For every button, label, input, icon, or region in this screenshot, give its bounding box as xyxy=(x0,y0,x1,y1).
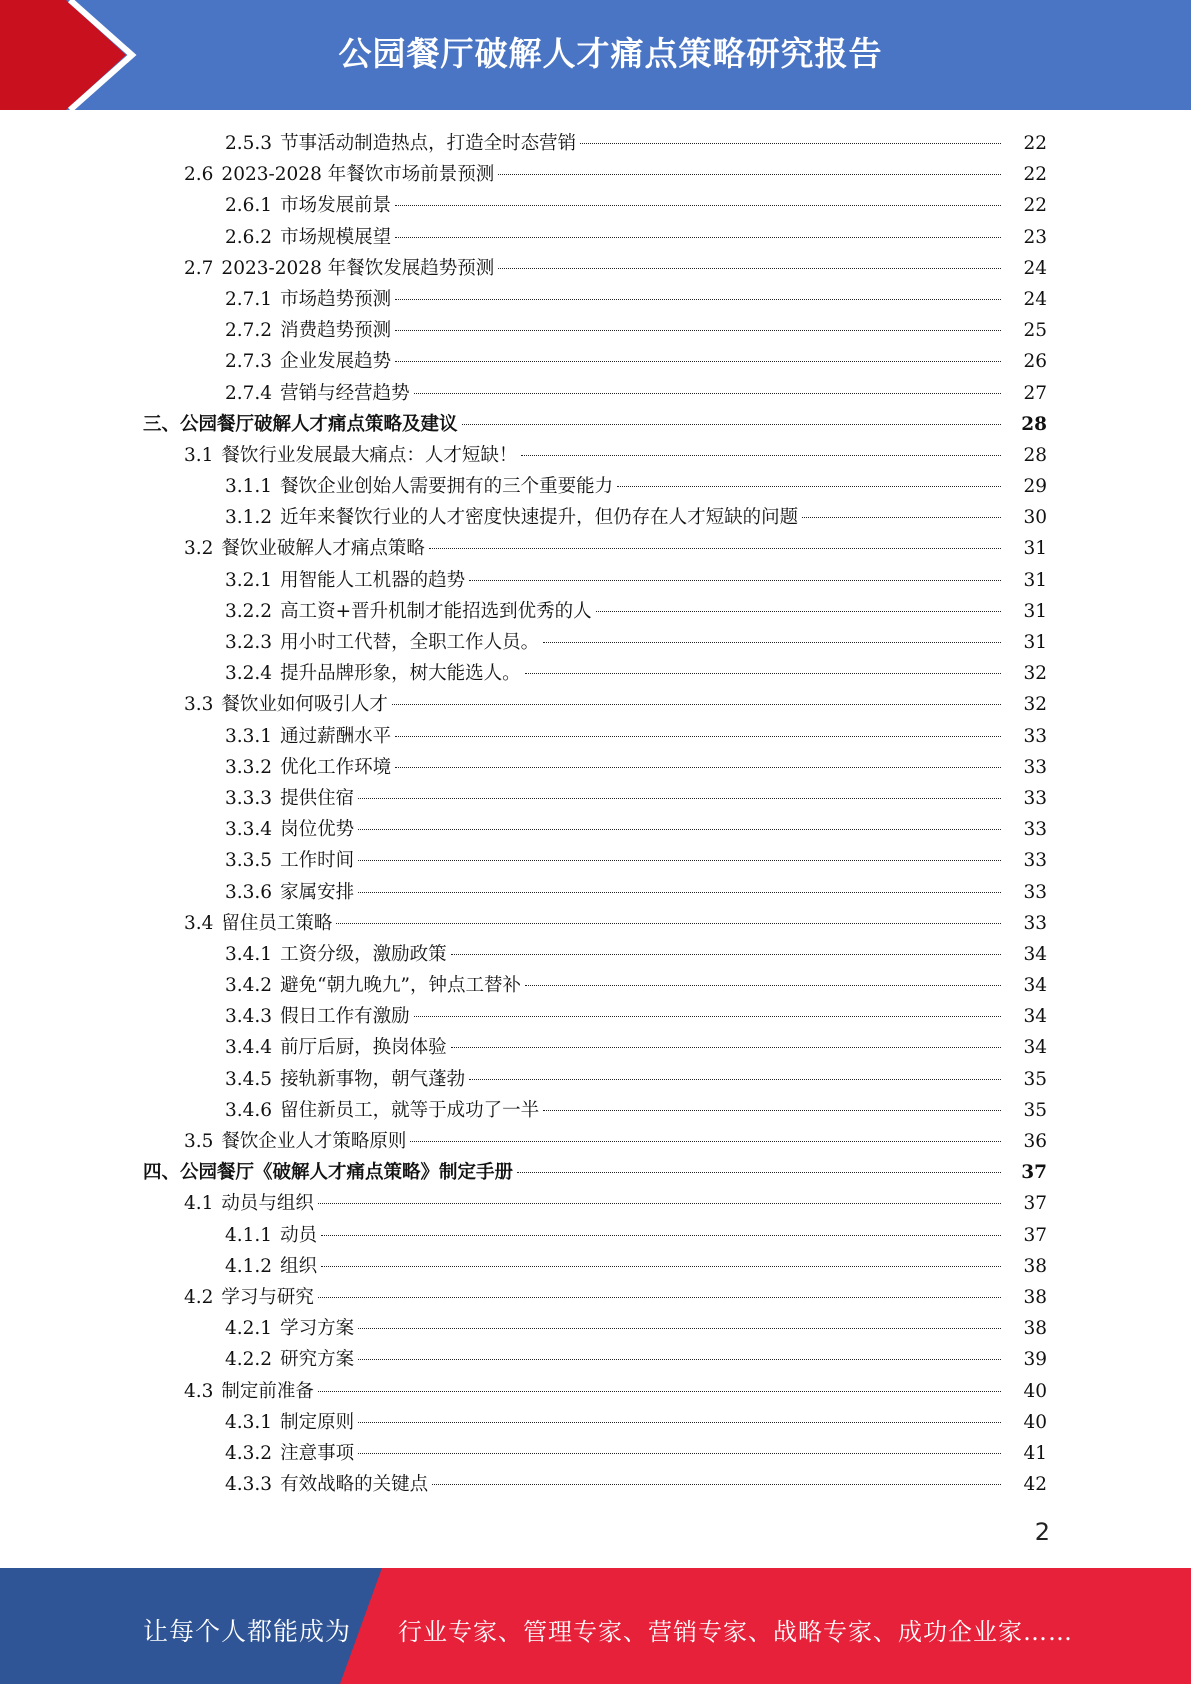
toc-entry-number: 3.4.4 xyxy=(225,1037,273,1059)
toc-entry-number: 2.6.2 xyxy=(225,226,273,248)
toc-entry-page: 31 xyxy=(1023,632,1047,653)
toc-dot-leader xyxy=(410,1140,1001,1142)
toc-dot-leader xyxy=(414,392,1001,394)
toc-entry[interactable] xyxy=(0,284,1191,315)
toc-entry[interactable] xyxy=(0,128,1191,159)
toc-entry-number: 3.3.4 xyxy=(225,819,273,841)
footer-slogan-right: 行业专家、管理专家、营销专家、战略专家、成功企业家…… xyxy=(398,1618,1073,1646)
toc-entry-page: 31 xyxy=(1023,538,1047,560)
toc-entry-page: 24 xyxy=(1023,288,1047,310)
toc-entry[interactable] xyxy=(0,378,1191,409)
toc-entry-title: 学习与研究 xyxy=(221,1286,314,1308)
toc-entry-number: 3.4.3 xyxy=(225,1006,273,1028)
toc-entry[interactable] xyxy=(0,721,1191,752)
toc-entry[interactable] xyxy=(0,1376,1191,1407)
toc-entry-number: 2.7 xyxy=(184,257,214,279)
toc-dot-leader xyxy=(525,984,1001,986)
toc-entry-page: 27 xyxy=(1023,382,1047,404)
toc-entry[interactable] xyxy=(0,471,1191,502)
toc-dot-leader xyxy=(596,610,1001,612)
toc-dot-leader xyxy=(358,891,1001,893)
toc-entry-number: 4.3.2 xyxy=(225,1442,273,1464)
toc-entry-number: 四、 xyxy=(143,1162,181,1184)
toc-entry-title: 节事活动制造热点，打造全时态营销 xyxy=(280,133,577,154)
toc-entry-page: 28 xyxy=(1021,413,1047,435)
toc-dot-leader xyxy=(525,672,1001,674)
toc-entry[interactable] xyxy=(0,440,1191,471)
toc-entry-number: 2.7.1 xyxy=(225,288,273,310)
toc-entry-title: 岗位优势 xyxy=(280,819,355,841)
toc-dot-leader xyxy=(392,703,1001,705)
toc-entry-page: 32 xyxy=(1023,663,1047,685)
toc-entry-page: 33 xyxy=(1023,725,1047,747)
toc-entry-page: 36 xyxy=(1023,1131,1047,1152)
toc-entry-number: 三、 xyxy=(143,413,181,435)
page-footer xyxy=(0,1568,1191,1684)
toc-entry-title: 提供住宿 xyxy=(280,787,355,809)
toc-dot-leader xyxy=(318,1202,1001,1204)
toc-entry-page: 34 xyxy=(1023,975,1047,997)
toc-entry-number: 3.2.2 xyxy=(225,600,273,622)
toc-dot-leader xyxy=(395,204,1001,206)
toc-entry-page: 33 xyxy=(1023,881,1047,903)
footer-slogan-left: 让每个人都能成为 xyxy=(143,1617,352,1646)
toc-entry-title: 注意事项 xyxy=(280,1442,355,1464)
toc-entry[interactable] xyxy=(0,814,1191,845)
toc-entry[interactable] xyxy=(0,190,1191,221)
toc-entry[interactable] xyxy=(0,1251,1191,1282)
toc-dot-leader xyxy=(498,267,1001,269)
toc-entry-number: 4.2 xyxy=(184,1286,214,1308)
toc-entry-number: 3.3.1 xyxy=(225,725,273,747)
toc-entry-number: 4.3.1 xyxy=(225,1411,273,1433)
toc-entry-title: 用小时工代替，全职工作人员。 xyxy=(280,632,540,653)
toc-entry-number: 3.1.1 xyxy=(225,476,273,498)
toc-entry-page: 26 xyxy=(1023,351,1047,373)
toc-entry[interactable] xyxy=(0,409,1191,440)
toc-entry-page: 34 xyxy=(1023,1037,1047,1059)
toc-entry[interactable] xyxy=(0,1064,1191,1095)
toc-entry-page: 31 xyxy=(1023,600,1047,622)
toc-entry-page: 30 xyxy=(1023,507,1047,529)
toc-dot-leader xyxy=(617,485,1001,487)
toc-entry-title: 制定原则 xyxy=(280,1411,355,1433)
toc-dot-leader xyxy=(469,579,1001,581)
toc-entry-page: 33 xyxy=(1023,787,1047,809)
toc-entry-title: 餐饮行业发展最大痛点：人才短缺！ xyxy=(221,444,518,466)
toc-entry-title: 优化工作环境 xyxy=(280,756,392,778)
toc-entry-number: 2.7.2 xyxy=(225,320,273,342)
toc-entry-number: 3.4.6 xyxy=(225,1099,273,1121)
toc-entry-page: 42 xyxy=(1023,1474,1047,1496)
toc-entry-number: 3.4.2 xyxy=(225,975,273,997)
toc-entry-page: 22 xyxy=(1023,133,1047,154)
toc-entry[interactable] xyxy=(0,315,1191,346)
toc-dot-leader xyxy=(358,828,1001,830)
toc-dot-leader xyxy=(395,766,1001,768)
toc-entry[interactable] xyxy=(0,877,1191,908)
toc-entry[interactable] xyxy=(0,908,1191,939)
toc-entry[interactable] xyxy=(0,1469,1191,1500)
toc-entry-number: 2.7.4 xyxy=(225,382,273,404)
toc-entry-title: 制定前准备 xyxy=(221,1380,314,1402)
toc-entry-number: 4.2.2 xyxy=(225,1349,273,1371)
toc-entry[interactable] xyxy=(0,596,1191,627)
toc-entry-number: 3.3.5 xyxy=(225,850,273,872)
toc-entry[interactable] xyxy=(0,1157,1191,1188)
toc-dot-leader xyxy=(462,423,1001,425)
toc-entry[interactable] xyxy=(0,1188,1191,1219)
toc-entry-number: 2.6.1 xyxy=(225,195,273,217)
toc-entry-title: 工作时间 xyxy=(280,850,355,872)
toc-dot-leader xyxy=(521,454,1001,456)
toc-entry-title: 工资分级，激励政策 xyxy=(280,943,447,965)
toc-entry[interactable] xyxy=(0,658,1191,689)
toc-entry-number: 4.3.3 xyxy=(225,1474,273,1496)
toc-entry[interactable] xyxy=(0,1438,1191,1469)
toc-entry-title: 餐饮企业创始人需要拥有的三个重要能力 xyxy=(280,476,614,498)
toc-dot-leader xyxy=(358,1358,1001,1360)
toc-entry-page: 33 xyxy=(1023,850,1047,872)
toc-entry-page: 41 xyxy=(1023,1442,1047,1464)
toc-entry-title: 市场发展前景 xyxy=(280,195,392,217)
toc-entry-page: 22 xyxy=(1023,164,1047,186)
toc-entry-page: 31 xyxy=(1023,569,1047,591)
toc-dot-leader xyxy=(395,735,1001,737)
toc-entry-number: 3.5 xyxy=(184,1131,214,1152)
toc-entry-title: 消费趋势预测 xyxy=(280,320,392,342)
toc-dot-leader xyxy=(543,1109,1001,1111)
toc-dot-leader xyxy=(543,641,1001,643)
toc-dot-leader xyxy=(414,1015,1001,1017)
toc-entry[interactable] xyxy=(0,752,1191,783)
toc-entry-number: 3.3.6 xyxy=(225,881,273,903)
toc-dot-leader xyxy=(358,1421,1001,1423)
toc-entry[interactable] xyxy=(0,689,1191,720)
toc-entry-page: 34 xyxy=(1023,943,1047,965)
toc-entry[interactable] xyxy=(0,845,1191,876)
toc-entry-page: 35 xyxy=(1023,1068,1047,1090)
toc-entry-page: 32 xyxy=(1023,694,1047,716)
toc-entry-number: 3.1 xyxy=(184,444,214,466)
toc-entry-number: 3.4.1 xyxy=(225,943,273,965)
toc-entry-title: 通过薪酬水平 xyxy=(280,725,392,747)
toc-entry-number: 2.5.3 xyxy=(225,133,273,154)
toc-dot-leader xyxy=(580,142,1001,144)
toc-entry-page: 35 xyxy=(1023,1099,1047,1121)
toc-entry[interactable] xyxy=(0,1282,1191,1313)
toc-dot-leader xyxy=(429,547,1001,549)
toc-entry-title: 公园餐厅破解人才痛点策略及建议 xyxy=(180,413,458,435)
toc-entry-number: 3.2.4 xyxy=(225,663,273,685)
toc-entry-page: 38 xyxy=(1023,1255,1047,1277)
toc-entry-page: 22 xyxy=(1023,195,1047,217)
toc-dot-leader xyxy=(321,1265,1001,1267)
toc-dot-leader xyxy=(395,298,1001,300)
toc-entry-page: 25 xyxy=(1023,320,1047,342)
toc-dot-leader xyxy=(395,236,1001,238)
toc-dot-leader xyxy=(451,1046,1001,1048)
toc-entry-number: 4.3 xyxy=(184,1380,214,1402)
toc-entry[interactable] xyxy=(0,1095,1191,1126)
toc-entry[interactable] xyxy=(0,939,1191,970)
toc-entry-title: 避免“朝九晚九”，钟点工替补 xyxy=(280,975,521,997)
toc-entry-title: 组织 xyxy=(280,1255,318,1277)
toc-entry-title: 接轨新事物，朝气蓬勃 xyxy=(280,1068,466,1090)
toc-dot-leader xyxy=(395,329,1001,331)
page-number: 2 xyxy=(1034,1518,1050,1546)
toc-dot-leader xyxy=(432,1483,1001,1485)
toc-entry-title: 餐饮企业人才策略原则 xyxy=(221,1131,407,1152)
toc-entry-page: 34 xyxy=(1023,1006,1047,1028)
toc-entry-title: 动员 xyxy=(280,1224,318,1246)
toc-entry-title: 市场趋势预测 xyxy=(280,288,392,310)
toc-entry-number: 4.1.2 xyxy=(225,1255,273,1277)
toc-entry-title: 有效战略的关键点 xyxy=(280,1474,429,1496)
toc-entry-title: 留住新员工，就等于成功了一半 xyxy=(280,1099,540,1121)
toc-entry[interactable] xyxy=(0,222,1191,253)
toc-entry-title: 2023-2028 年餐饮发展趋势预测 xyxy=(221,257,495,279)
toc-entry[interactable] xyxy=(0,533,1191,564)
toc-entry-number: 3.4 xyxy=(184,912,214,934)
toc-entry-number: 2.7.3 xyxy=(225,351,273,373)
toc-entry-title: 营销与经营趋势 xyxy=(280,382,410,404)
toc-dot-leader xyxy=(318,1296,1001,1298)
toc-entry-number: 3.4.5 xyxy=(225,1068,273,1090)
toc-entry-number: 2.6 xyxy=(184,164,214,186)
toc-dot-leader xyxy=(469,1078,1001,1080)
toc-entry-title: 学习方案 xyxy=(280,1318,355,1340)
toc-entry-page: 29 xyxy=(1023,476,1047,498)
toc-entry[interactable] xyxy=(0,159,1191,190)
toc-dot-leader xyxy=(358,797,1001,799)
toc-entry-title: 公园餐厅《破解人才痛点策略》制定手册 xyxy=(180,1162,514,1184)
toc-entry-title: 留住员工策略 xyxy=(221,912,333,934)
toc-entry[interactable] xyxy=(0,1313,1191,1344)
toc-entry[interactable] xyxy=(0,1407,1191,1438)
toc-entry-number: 3.3.2 xyxy=(225,756,273,778)
toc-entry[interactable] xyxy=(0,970,1191,1001)
toc-dot-leader xyxy=(358,1327,1001,1329)
toc-entry[interactable] xyxy=(0,1126,1191,1157)
toc-entry-page: 37 xyxy=(1023,1193,1047,1215)
toc-entry-title: 前厅后厨，换岗体验 xyxy=(280,1037,447,1059)
toc-entry[interactable] xyxy=(0,783,1191,814)
toc-entry-title: 用智能人工机器的趋势 xyxy=(280,569,466,591)
toc-entry[interactable] xyxy=(0,1344,1191,1375)
toc-dot-leader xyxy=(517,1171,1001,1173)
toc-dot-leader xyxy=(336,922,1001,924)
toc-entry[interactable] xyxy=(0,1220,1191,1251)
toc-entry-number: 3.3 xyxy=(184,694,214,716)
toc-entry-page: 39 xyxy=(1023,1349,1047,1371)
toc-entry-number: 3.2.3 xyxy=(225,632,273,653)
toc-entry-number: 4.2.1 xyxy=(225,1318,273,1340)
toc-dot-leader xyxy=(451,953,1001,955)
toc-entry-page: 33 xyxy=(1023,819,1047,841)
toc-entry[interactable] xyxy=(0,1001,1191,1032)
toc-entry[interactable] xyxy=(0,627,1191,658)
toc-entry-title: 提升品牌形象，树大能选人。 xyxy=(280,663,521,685)
toc-entry-page: 33 xyxy=(1023,756,1047,778)
toc-entry-title: 研究方案 xyxy=(280,1349,355,1371)
toc-entry-page: 33 xyxy=(1023,912,1047,934)
toc-entry-page: 40 xyxy=(1023,1411,1047,1433)
toc-entry-page: 37 xyxy=(1023,1224,1047,1246)
toc-entry-title: 2023-2028 年餐饮市场前景预测 xyxy=(221,164,495,186)
toc-entry-number: 3.1.2 xyxy=(225,507,273,529)
toc-entry-page: 28 xyxy=(1023,444,1047,466)
toc-entry-page: 24 xyxy=(1023,257,1047,279)
toc-entry-number: 3.2.1 xyxy=(225,569,273,591)
toc-entry-page: 38 xyxy=(1023,1286,1047,1308)
toc-entry[interactable] xyxy=(0,565,1191,596)
toc-entry-page: 40 xyxy=(1023,1380,1047,1402)
toc-entry-title: 餐饮业如何吸引人才 xyxy=(221,694,388,716)
toc-entry-number: 3.3.3 xyxy=(225,787,273,809)
toc-entry[interactable] xyxy=(0,1032,1191,1063)
table-of-contents xyxy=(0,128,1191,1500)
toc-entry-page: 23 xyxy=(1023,226,1047,248)
toc-dot-leader xyxy=(395,360,1001,362)
toc-entry-title: 市场规模展望 xyxy=(280,226,392,248)
toc-entry-page: 37 xyxy=(1021,1162,1047,1184)
toc-dot-leader xyxy=(498,173,1001,175)
toc-dot-leader xyxy=(358,859,1001,861)
toc-entry-number: 4.1 xyxy=(184,1193,214,1215)
toc-entry-title: 近年来餐饮行业的人才密度快速提升，但仍存在人才短缺的问题 xyxy=(280,507,799,529)
toc-entry-page: 38 xyxy=(1023,1318,1047,1340)
toc-entry-title: 家属安排 xyxy=(280,881,355,903)
page-header xyxy=(0,0,1191,110)
toc-entry-title: 企业发展趋势 xyxy=(280,351,392,373)
toc-entry-title: 高工资+晋升机制才能招选到优秀的人 xyxy=(280,600,592,622)
toc-entry-number: 4.1.1 xyxy=(225,1224,273,1246)
toc-dot-leader xyxy=(321,1234,1001,1236)
toc-entry[interactable] xyxy=(0,253,1191,284)
toc-entry-title: 动员与组织 xyxy=(221,1193,314,1215)
toc-entry[interactable] xyxy=(0,502,1191,533)
toc-entry[interactable] xyxy=(0,346,1191,377)
toc-entry-title: 假日工作有激励 xyxy=(280,1006,410,1028)
toc-dot-leader xyxy=(358,1452,1001,1454)
report-title: 公园餐厅破解人才痛点策略研究报告 xyxy=(338,34,883,73)
toc-entry-number: 3.2 xyxy=(184,538,214,560)
toc-dot-leader xyxy=(802,516,1001,518)
toc-dot-leader xyxy=(318,1390,1001,1392)
toc-entry-title: 餐饮业破解人才痛点策略 xyxy=(221,538,425,560)
